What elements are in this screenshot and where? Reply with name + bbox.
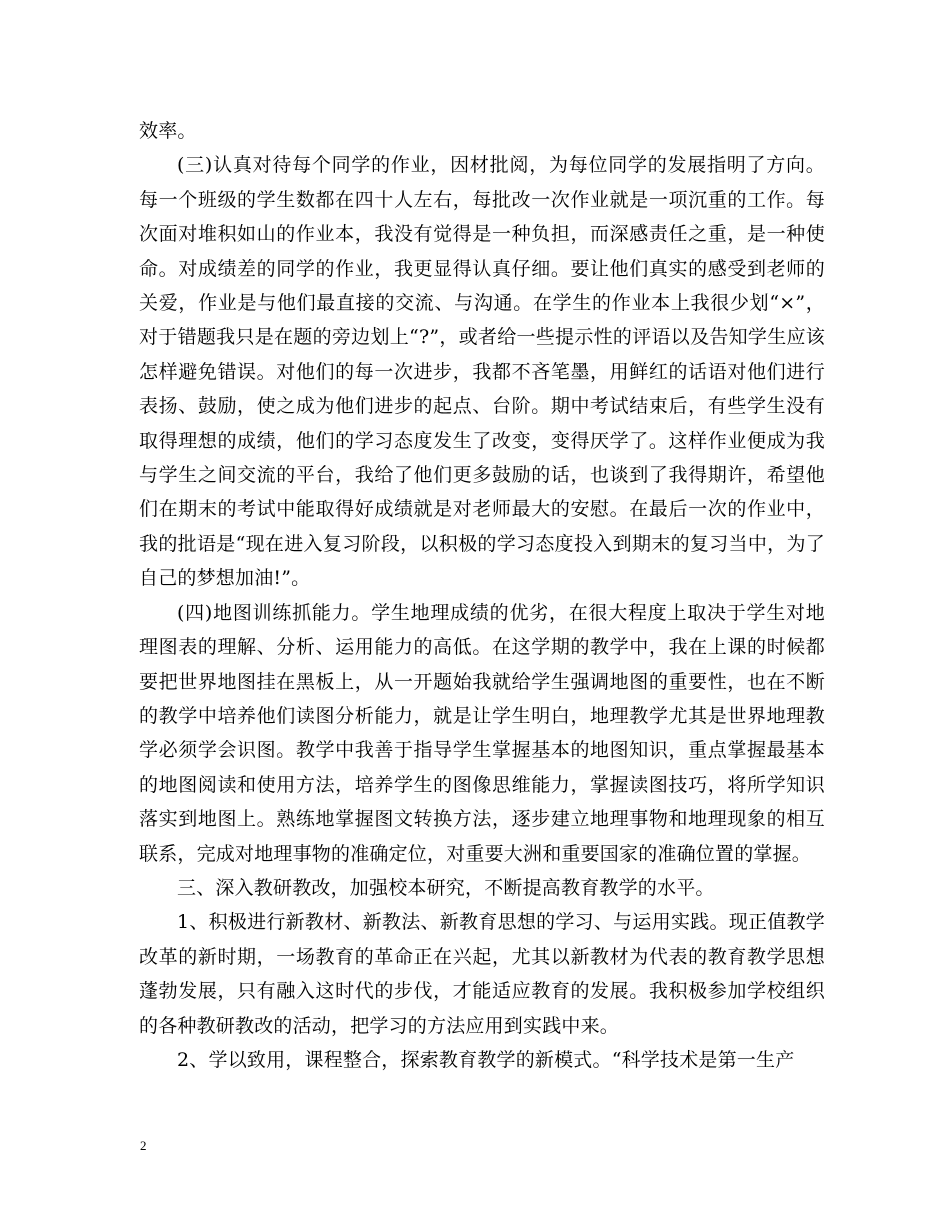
- paragraph-curriculum-integration: 2、学以致用，课程整合，探索教育教学的新模式。“科学技术是第一生产: [177, 1048, 795, 1071]
- paragraph-continuation: 效率。: [139, 120, 197, 142]
- page-number: 2: [140, 1138, 147, 1153]
- paragraph-map-training: (四)地图训练抓能力。学生地理成绩的优劣，在很大程度上取决于学生对地理图表的理解、分析、运用能力的高低。在这学期的教学中，我在上课的时候都要把世界地图挂在黑板上，从一开题始我就给学生强调地图的重要性，也在不断的教学中培养他们读图分析能力，就是让学生明白，地理教学尤其是世界地理教学必须学会识图。教学中我善于指导学生掌握基本的地图知识，重点掌握最基本的地图阅读和使用方法，培养学生的图像思维能力，掌握读图技巧，将所学知识落实到地图上。熟练地掌握图文转换方法，逐步建立地理事物和地理现象的相互联系，完成对地理事物的准确定位，对重要大洲和重要国家的准确位置的掌握。: [139, 601, 825, 865]
- paragraph-homework: (三)认真对待每个同学的作业，因材批阅，为每位同学的发展指明了方向。每一个班级的学生数都在四十人左右，每批改一次作业就是一项沉重的工作。每次面对堆积如山的作业本，我没有觉得是一种负担，而深感责任之重，是一种使命。对成绩差的同学的作业，我更显得认真仔细。要让他们真实的感受到老师的关爱，作业是与他们最直接的交流、与沟通。在学生的作业本上我很少划“×”，对于错题我只是在题的旁边划上“?”，或者给一些提示性的评语以及告知学生应该怎样避免错误。对他们的每一次进步，我都不吝笔墨，用鲜红的话语对他们进行表扬、鼓励，使之成为他们进步的起点、台阶。期中考试结束后，有些学生没有取得理想的成绩，他们的学习态度发生了改变，变得厌学了。这样作业便成为我与学生之间交流的平台，我给了他们更多鼓励的话，也谈到了我得期许，希望他们在期末的考试中能取得好成绩就是对老师最大的安慰。在最后一次的作业中，我的批语是“现在进入复习阶段，以积极的学习态度投入到期末的复习当中，为了自己的梦想加油!”。: [139, 154, 825, 590]
- section-heading-research: 三、深入教研教改，加强校本研究，不断提高教育教学的水平。: [177, 876, 715, 899]
- document-body: [139, 114, 825, 1077]
- paragraph-new-materials: 1、积极进行新教材、新教法、新教育思想的学习、与运用实践。现正值教学改革的新时期，一场教育的革命正在兴起，尤其以新教材为代表的教育教学思想蓬勃发展，只有融入这时代的步伐，才能适应教育的发展。我积极参加学校组织的各种教研教改的活动，把学习的方法应用到实践中来。: [139, 911, 825, 1037]
